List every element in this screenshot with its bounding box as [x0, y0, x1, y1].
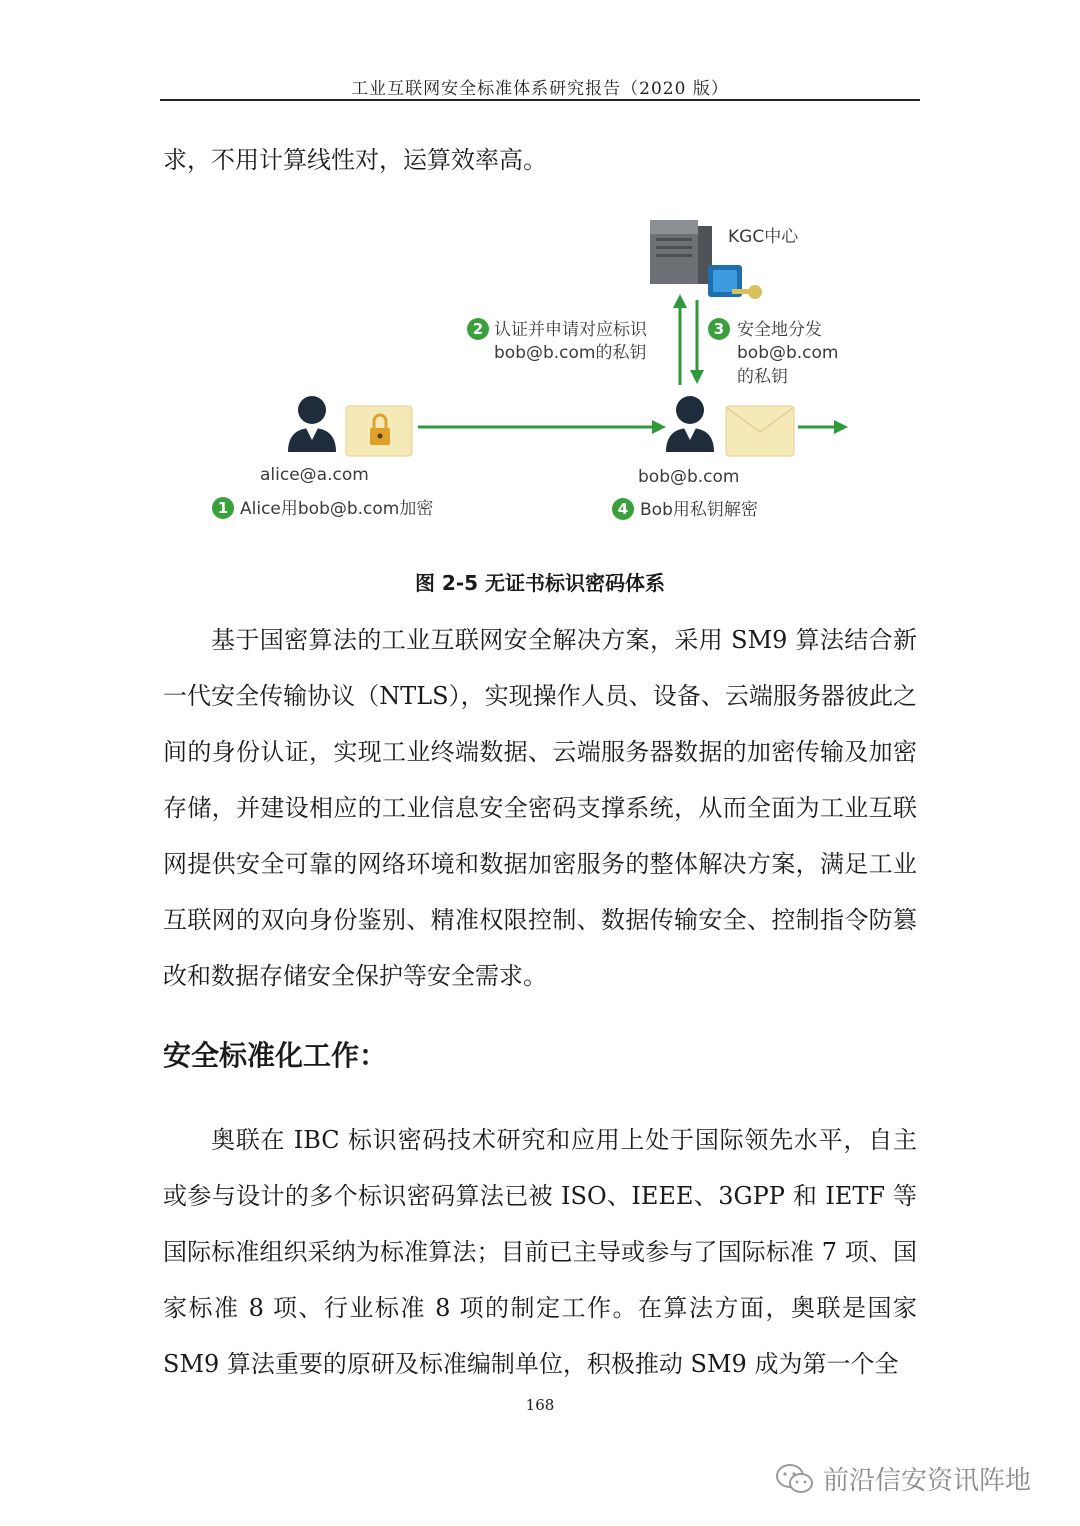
figure-caption: 图 2-5 无证书标识密码体系 — [414, 571, 666, 595]
watermark — [775, 1460, 1031, 1497]
arrow-alice-to-bob — [418, 420, 666, 434]
paragraph-continuation: 求，不用计算线性对，运算效率高。 — [163, 146, 547, 174]
step-2-line1: 认证并申请对应标识 — [494, 320, 647, 340]
kgc-label: KGC中心 — [728, 227, 799, 247]
envelope-icon — [726, 406, 794, 456]
step-4-text: Bob用私钥解密 — [640, 500, 758, 520]
arrow-up — [673, 294, 687, 385]
section-heading: 安全标准化工作： — [163, 1039, 388, 1072]
paragraph-standardization: 奥联在 IBC 标识密码技术研究和应用上处于国际领先水平，自主或参与设计的多个标识密码算法已被 ISO、IEEE、3GPP 和 IETF 等国际标准组织采纳为标准算法；目前已主导或参与了国际标准 7 项、国家标准 8 项、行业标准 8 项的制定工作。在算法方面，奥联是国家 SM9 算法重要的原研及标准编制单位，积极推动 SM9 成为第一个全 — [163, 1126, 917, 1378]
alice-avatar-icon — [288, 396, 336, 452]
ibc-diagram — [0, 0, 1080, 560]
alice-label: alice@a.com — [260, 465, 369, 485]
page-number: 168 — [525, 1396, 555, 1414]
bob-avatar-icon — [666, 396, 714, 452]
arrow-bob-out — [798, 420, 848, 434]
step-4-number: 4 — [617, 500, 629, 518]
step-3-line2: bob@b.com — [737, 343, 839, 363]
step-3-number: 3 — [713, 320, 725, 338]
step-2-line2: bob@b.com的私钥 — [494, 343, 647, 363]
step-2-number: 2 — [472, 320, 484, 338]
arrow-down — [690, 300, 704, 384]
key-icon — [708, 265, 762, 299]
step-1-text: Alice用bob@b.com加密 — [240, 499, 434, 519]
server-icon — [650, 220, 712, 284]
step-3-line1: 安全地分发 — [737, 320, 822, 340]
header-title: 工业互联网安全标准体系研究报告（2020 版） — [351, 79, 729, 99]
wechat-icon — [775, 1463, 815, 1495]
paragraph-solution: 基于国密算法的工业互联网安全解决方案，采用 SM9 算法结合新一代安全传输协议（NTLS），实现操作人员、设备、云端服务器彼此之间的身份认证，实现工业终端数据、云端服务器数据的加密传输及加密存储，并建设相应的工业信息安全密码支撑系统，从而全面为工业互联网提供安全可靠的网络环境和数据加密服务的整体解决方案，满足工业互联网的双向身份鉴别、精准权限控制、数据传输安全、控制指令防篡改和数据存储安全保护等安全需求。 — [163, 626, 917, 990]
watermark-text: 前沿信安资讯阵地 — [823, 1466, 1032, 1496]
locked-envelope-icon — [346, 406, 412, 456]
bob-label: bob@b.com — [638, 467, 740, 487]
step-3-line3: 的私钥 — [737, 367, 788, 387]
step-1-number: 1 — [217, 499, 229, 517]
